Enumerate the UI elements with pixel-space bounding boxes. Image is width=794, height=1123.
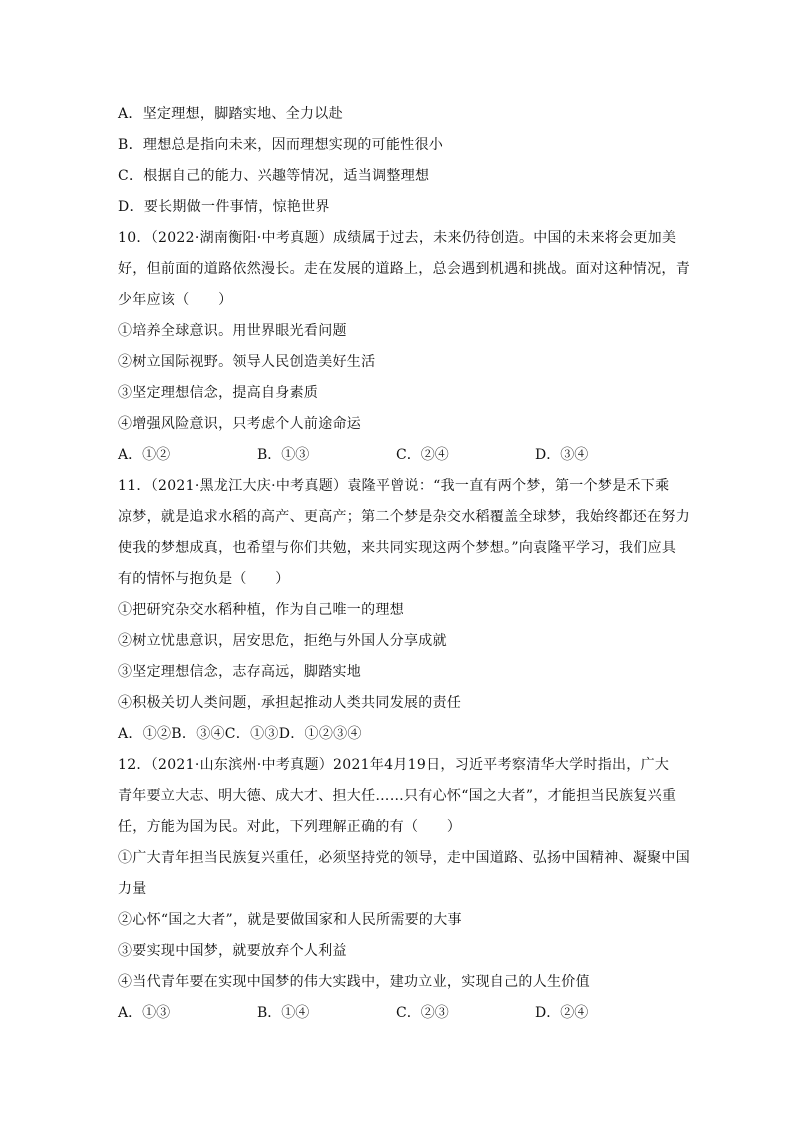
q9-option-a: A．坚定理想，脚踏实地、全力以赴 — [118, 106, 343, 122]
q10-choice-a: A．①② — [118, 447, 171, 463]
q11-stem-line-2: 凉梦，就是追求水稻的高产、更高产；第二个梦是杂交水稻覆盖全球梦，我始终都还在努力 — [118, 509, 690, 525]
q11-choices: A．①②B．③④C．①③D．①②③④ — [118, 726, 362, 742]
q9-option-b: B．理想总是指向未来，因而理想实现的可能性很小 — [118, 137, 444, 153]
q12-choice-d: D．②④ — [535, 1005, 589, 1021]
q9-option-c: C．根据自己的能力、兴趣等情况，适当调整理想 — [118, 168, 430, 184]
q12-stem-line-2: 青年要立大志、明大德、成大才、担大任……只有心怀“国之大者”，才能担当民族复兴重 — [118, 788, 677, 804]
q11-item-2: ②树立忧患意识，居安思危，拒绝与外国人分享成就 — [118, 633, 447, 649]
q10-stem-line-1: 10．（2022·湖南衡阳·中考真题）成绩属于过去，未来仍待创造。中国的未来将会更加美 — [118, 230, 677, 246]
q12-choice-b: B．①④ — [257, 1005, 310, 1021]
q12-stem-line-3: 任，方能为国为民。对此，下列理解正确的有（ ） — [118, 819, 462, 835]
q10-choice-c: C．②④ — [396, 447, 449, 463]
q11-stem-line-4: 有的情怀与抱负是（ ） — [118, 571, 290, 587]
q11-item-3: ③坚定理想信念，志存高远，脚踏实地 — [118, 664, 362, 680]
q10-choice-d: D．③④ — [535, 447, 589, 463]
q10-item-2: ②树立国际视野。领导人民创造美好生活 — [118, 354, 376, 370]
q12-item-3: ③要实现中国梦，就要放弃个人利益 — [118, 943, 347, 959]
q10-stem-line-2: 好，但前面的道路依然漫长。走在发展的道路上，总会遇到机遇和挑战。面对这种情况，青 — [118, 261, 690, 277]
q11-stem-line-1: 11．（2021·黑龙江大庆·中考真题）袁隆平曾说：“我一直有两个梦，第一个梦是禾下乘 — [118, 478, 670, 494]
q10-item-4: ④增强风险意识，只考虑个人前途命运 — [118, 416, 362, 432]
q12-item-1-cont: 力量 — [118, 881, 147, 897]
q12-choice-c: C．②③ — [396, 1005, 449, 1021]
q12-stem-line-1: 12．（2021·山东滨州·中考真题）2021年4月19日，习近平考察清华大学时指出，广大 — [118, 757, 670, 773]
q12-item-2: ②心怀“国之大者”，就是要做国家和人民所需要的大事 — [118, 912, 462, 928]
q9-option-d: D．要长期做一件事情，惊艳世界 — [118, 199, 330, 215]
q10-stem-line-3: 少年应该（ ） — [118, 292, 233, 308]
q11-item-4: ④积极关切人类问题，承担起推动人类共同发展的责任 — [118, 695, 462, 711]
q10-item-3: ③坚定理想信念，提高自身素质 — [118, 385, 319, 401]
q12-choice-a: A．①③ — [118, 1005, 171, 1021]
q11-stem-line-3: 使我的梦想成真，也希望与你们共勉，来共同实现这两个梦想。”向袁隆平学习，我们应具 — [118, 540, 677, 556]
q10-item-1: ①培养全球意识。用世界眼光看问题 — [118, 323, 347, 339]
q12-item-4: ④当代青年要在实现中国梦的伟大实践中，建功立业，实现自己的人生价值 — [118, 974, 590, 990]
q10-choice-b: B．①③ — [257, 447, 310, 463]
q12-item-1: ①广大青年担当民族复兴重任，必须坚持党的领导，走中国道路、弘扬中国精神、凝聚中国 — [118, 850, 690, 866]
q11-item-1: ①把研究杂交水稻种植，作为自己唯一的理想 — [118, 602, 404, 618]
